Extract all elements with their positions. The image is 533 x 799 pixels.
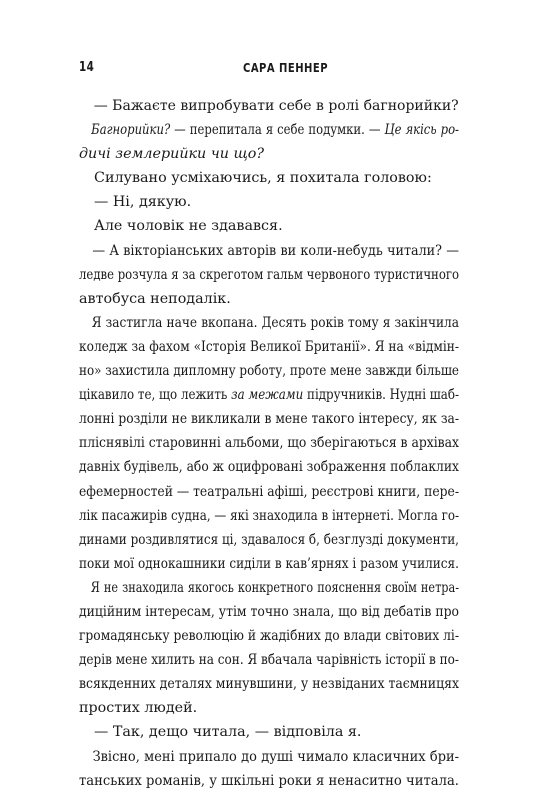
text-line: [79, 94, 459, 118]
text-line: [79, 263, 459, 287]
text-line: [79, 335, 459, 359]
text-line: [79, 648, 459, 672]
text-run: танських романів, у шкільні роки я ненаситно читала.: [79, 772, 459, 789]
text-run: пліснявілі старовинні альбоми, що зберігаються в архівах: [79, 435, 459, 452]
text-line: [79, 359, 459, 383]
text-line: [79, 769, 459, 793]
text-line: [79, 480, 459, 504]
text-block: [79, 94, 459, 793]
italic-text: Багнорийки?: [91, 122, 171, 139]
text-line: [79, 696, 459, 720]
text-line: [79, 311, 459, 335]
text-line: [79, 455, 459, 479]
text-run: ледве розчула я за скреготом гальм червоного туристичного: [79, 266, 459, 283]
text-run: поки мої однокашники сиділи в кав’ярнях і разом училися.: [79, 555, 459, 572]
text-line: [79, 166, 459, 190]
text-run: коледж за фахом «Історія Великої Британії». Я на «відмін-: [79, 338, 459, 355]
text-line: [79, 118, 459, 142]
text-line: [79, 383, 459, 407]
text-line: [79, 407, 459, 431]
text-line: [79, 142, 459, 166]
text-run: — перепитала я себе подумки. —: [170, 122, 385, 139]
text-run: динами роздивлятися ці, здавалося б, безглузді документи,: [79, 531, 459, 548]
body-text: [79, 94, 459, 793]
text-run: — Ні, дякую.: [94, 194, 192, 211]
text-line: [79, 600, 459, 624]
text-line: [79, 552, 459, 576]
text-run: но» захистила дипломну роботу, проте мене завжди більше: [79, 363, 459, 380]
text-run: Звісно, мені припало до душі чимало класичних бри-: [92, 748, 459, 765]
page-number: 14: [79, 60, 95, 75]
page-header: [79, 60, 459, 80]
text-run: автобуса неподалік.: [79, 290, 231, 307]
text-line: [79, 672, 459, 696]
text-run: підручників. Нудні шаб-: [303, 387, 459, 404]
text-run: дерів мене хилить на сон. Я вбачала чарівність історії в по-: [79, 652, 459, 669]
text-run: всякденних деталях минувшини, у незвіданих таємницях: [79, 676, 459, 693]
text-run: простих людей.: [79, 700, 198, 717]
text-run: диційним інтересам, утім точно знала, що від дебатів про: [79, 603, 459, 620]
italic-text: за межами: [231, 387, 304, 404]
text-run: — Так, дещо читала, — відповіла я.: [94, 724, 362, 741]
text-run: цікавило те, що лежить: [79, 387, 232, 404]
text-line: [79, 720, 459, 744]
text-run: Я не знаходила якогось конкретного пояснення своїм нетра-: [90, 579, 459, 596]
text-line: [79, 239, 459, 263]
italic-text: Це якісь ро-: [384, 122, 459, 139]
text-line: [79, 528, 459, 552]
text-run: лік пасажирів судна, — які знаходила в інтернеті. Могла го-: [79, 507, 459, 524]
text-line: [79, 431, 459, 455]
text-run: Силувано усміхаючись, я похитала головою:: [94, 170, 432, 187]
text-run: громадянську революцію й жадібних до влади світових лі-: [79, 628, 459, 645]
text-line: [79, 190, 459, 214]
text-run: ефемерностей — театральні афіші, реєстрові книги, пере-: [79, 483, 459, 500]
text-line: [79, 745, 459, 769]
text-line: [79, 576, 459, 600]
text-run: давніх будівель, або ж оцифровані зображення поблаклих: [79, 459, 459, 476]
text-run: Але чоловік не здавався.: [94, 218, 283, 235]
text-run: — Бажаєте випробувати себе в ролі багнорийки?: [93, 98, 459, 114]
text-line: [79, 624, 459, 648]
text-line: [79, 504, 459, 528]
text-line: [79, 287, 459, 311]
text-line: [79, 214, 459, 238]
text-run: — А вікторіанських авторів ви коли-небудь читали? —: [92, 242, 459, 259]
text-run: Я застигла наче вкопана. Десять років тому я закінчила: [91, 314, 459, 331]
text-run: лонні розділи не викликали в мене такого інтересу, як за-: [79, 411, 459, 428]
italic-text: дичі землерийки чи що?: [79, 146, 265, 163]
running-head: САРА ПЕННЕР: [243, 60, 329, 75]
